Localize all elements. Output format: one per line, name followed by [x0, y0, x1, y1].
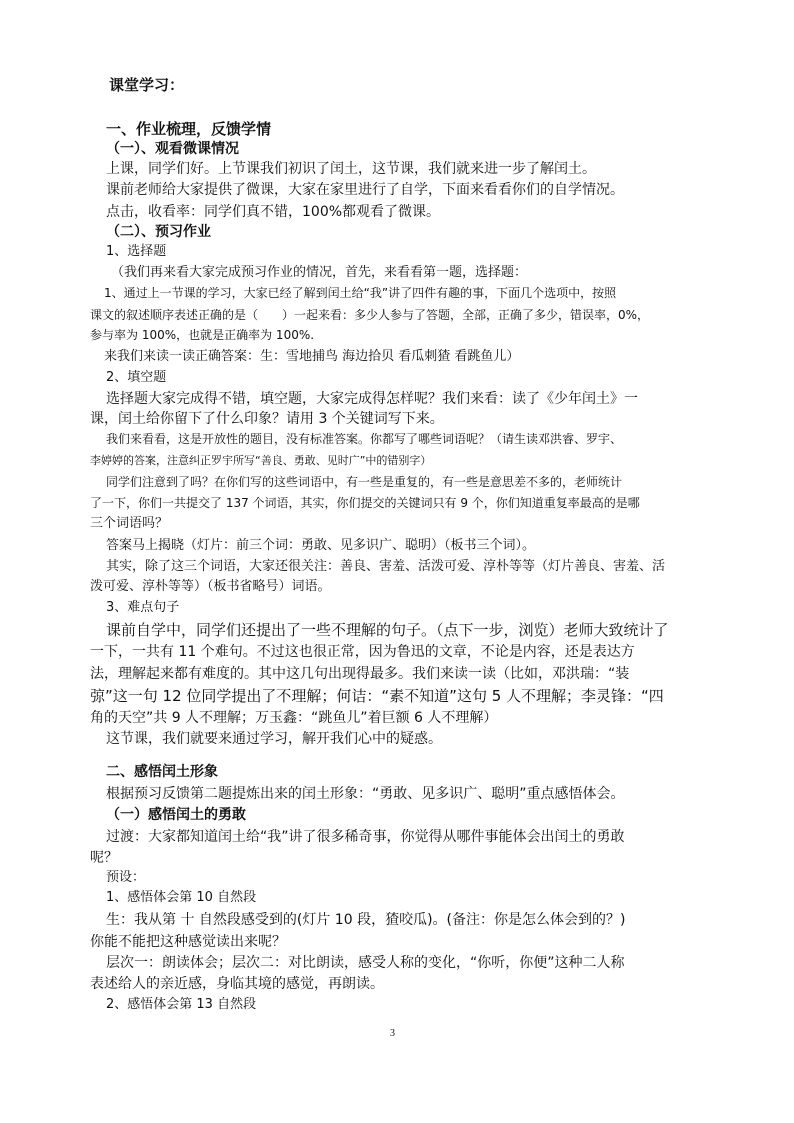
paragraph-line: 三个词语吗？ — [90, 516, 169, 531]
item-title: 1、选择题 — [106, 244, 167, 259]
paragraph-line: 1、通过上一节课的学习，大家已经了解到闰土给“我”讲了四件有趣的事，下面几个选项中，按照 — [104, 286, 617, 300]
item-title: 2、填空题 — [106, 370, 167, 385]
paragraph-line: 课前老师给大家提供了微课，大家在家里进行了自学，下面来看看你们的自学情况。 — [106, 182, 624, 198]
paragraph-line: 同学们注意到了吗？在你们写的这些词语中，有一些是重复的，有一些是意思差不多的，老师统计 — [106, 475, 623, 489]
paragraph-line: 课，闰土给你留下了什么印象？请用 3 个关键词写下来。 — [90, 411, 444, 427]
paragraph-line: 其实，除了这三个词语，大家还很关注：善良、害羞、活泼可爱、淳朴等等（灯片善良、害羞、活 — [106, 559, 666, 574]
heading-2: 二、感悟闰土形象 — [106, 764, 218, 780]
paragraph-line: 答案马上揭晓（灯片：前三个词：勇敢、见多识广、聪明）（板书三个词）。 — [106, 538, 536, 553]
paragraph-line: 弶”这一句 12 位同学提出了不理解；何诘：“素不知道”这句 5 人不理解；李灵锋：“四 — [90, 687, 664, 705]
paragraph-line: 过渡：大家都知道闰土给“我”讲了很多稀奇事，你觉得从哪件事能体会出闰土的勇敢 — [106, 829, 625, 845]
paragraph-line: 预设： — [106, 870, 146, 885]
paragraph-line: 参与率为 100%，也就是正确率为 100%. — [90, 328, 315, 342]
paragraph-line: 李婷婷的答案，注意纠正罗宇所写“善良、勇敢、见时广”中的错别字） — [90, 454, 432, 467]
paragraph-line: 根据预习反馈第二题提炼出来的闰土形象：“勇敢、见多识广、聪明”重点感悟体会。 — [106, 786, 625, 802]
paragraph-line: 泼可爱、淳朴等等）（板书省略号）词语。 — [90, 579, 331, 594]
paragraph-line: 上课，同学们好。上节课我们初识了闰土，这节课，我们就来进一步了解闰土。 — [106, 161, 596, 177]
paragraph-line: 我们来看看，这是开放性的题目，没有标准答案。你都写了哪些词语呢？（请生读邓洪睿、罗宇、 — [106, 432, 623, 446]
paragraph-line: 来我们来读一读正确答案：生：雪地捕鸟 海边拾贝 看瓜刺猹 看跳鱼儿） — [104, 349, 520, 364]
paragraph-line: 表述给人的亲近感，身临其境的感觉，再朗读。 — [90, 976, 384, 992]
heading-1: 一、作业梳理，反馈学情 — [106, 120, 272, 138]
paragraph-line: 一下，一共有 11 个难句。不过这也很正常，因为鲁迅的文章，不论是内容，还是表达方 — [90, 644, 635, 660]
paragraph-line: 法，理解起来都有难度的。其中这几句出现得最多。我们来读一读（比如，邓洪瑞：“装 — [90, 666, 630, 682]
paragraph-line: 生：我从第 十 自然段感受到的(灯片 10 段，猹咬瓜)。(备注：你是怎么体会到的？) — [106, 912, 626, 928]
subheading: （一）、观看微课情况 — [106, 141, 239, 157]
paragraph-line: 课文的叙述顺序表述正确的是（ ）一起来看：多少人参与了答题，全部，正确了多少，错误率，0%， — [90, 308, 650, 322]
paragraph-line: 角的天空”共 9 人不理解；万玉鑫：“跳鱼儿”着巨额 6 人不理解） — [90, 710, 498, 726]
item-title: 2、感悟体会第 13 自然段 — [106, 997, 257, 1012]
paragraph-line: 你能不能把这种感觉读出来呢？ — [90, 934, 286, 950]
paragraph-line: （我们再来看大家完成预习作业的情况，首先，来看看第一题，选择题： — [111, 265, 528, 280]
item-title: 1、感悟体会第 10 自然段 — [106, 890, 257, 905]
subheading: （一）感悟闰土的勇敢 — [106, 807, 246, 823]
subheading: （二）、预习作业 — [106, 224, 211, 240]
paragraph-line: 这节课，我们就要来通过学习，解开我们心中的疑惑。 — [106, 731, 442, 747]
item-title: 3、难点句子 — [106, 600, 180, 615]
section-label: 课堂学习： — [109, 76, 185, 94]
paragraph-line: 层次一：朗读体会；层次二：对比朗读，感受人称的变化，“你听，你便”这种二人称 — [106, 955, 625, 971]
paragraph-line: 选择题大家完成得不错，填空题，大家完成得怎样呢？我们来看：读了《少年闰土》一 — [106, 391, 638, 407]
paragraph-line: 课前自学中，同学们还提出了一些不理解的句子。（点下一步，浏览）老师大致统计了 — [106, 621, 669, 639]
page-number: 3 — [390, 1028, 395, 1039]
paragraph-line: 了一下，你们一共提交了 137 个词语，其实，你们提交的关键词只有 9 个，你们知道重复率最高的是哪 — [90, 496, 640, 510]
paragraph-line: 点击，收看率：同学们真不错，100%都观看了微课。 — [106, 204, 441, 220]
paragraph-line: 呢？ — [90, 850, 118, 866]
